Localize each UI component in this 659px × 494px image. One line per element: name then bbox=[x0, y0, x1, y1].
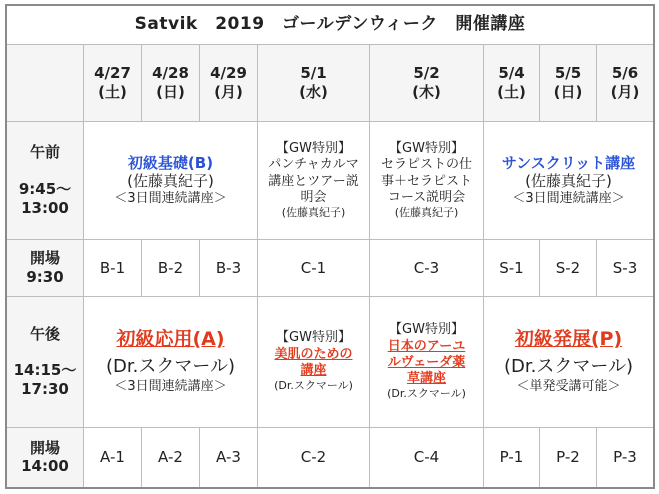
course-title: 初級基礎(B) bbox=[127, 153, 214, 172]
course-note: ＜3日間連続講座＞ bbox=[512, 191, 625, 207]
date-cell: 5/6 (月) bbox=[597, 45, 654, 121]
session-code: B-2 bbox=[142, 240, 200, 296]
corner-cell bbox=[7, 45, 84, 121]
course-teacher: (Dr.スクマール) bbox=[504, 356, 634, 378]
afternoon-time-cell: 午後 14:15〜 17:30 bbox=[7, 296, 84, 427]
course-c1-cell: 【GW特別】 パンチャカルマ 講座とツアー説 明会 (佐藤真紀子) bbox=[258, 121, 370, 240]
course-teacher: (佐藤真紀子) bbox=[127, 172, 214, 191]
afternoon-open-cell: 開場 14:00 bbox=[7, 427, 84, 487]
session-code: P-2 bbox=[540, 427, 597, 487]
course-title: サンスクリット講座 bbox=[501, 153, 636, 172]
session-code: A-3 bbox=[200, 427, 258, 487]
course-p-cell bbox=[484, 296, 654, 427]
session-code: S-2 bbox=[540, 240, 597, 296]
course-s-cell bbox=[484, 121, 654, 240]
course-teacher: (Dr.スクマール) bbox=[105, 356, 235, 378]
schedule-title: Satvik 2019 ゴールデンウィーク 開催講座 bbox=[7, 6, 654, 45]
date-cell: 5/4 (土) bbox=[484, 45, 540, 121]
course-b-cell bbox=[84, 121, 258, 240]
session-code: B-1 bbox=[84, 240, 142, 296]
session-code: C-2 bbox=[258, 427, 370, 487]
course-a-cell bbox=[84, 296, 258, 427]
date-cell: 4/29 (月) bbox=[200, 45, 258, 121]
afternoon-course-row bbox=[7, 296, 654, 427]
date-cell: 5/1 (水) bbox=[258, 45, 370, 121]
course-title: 初級発展(P) bbox=[514, 328, 623, 351]
schedule-table bbox=[6, 5, 654, 488]
morning-course-row bbox=[7, 121, 654, 240]
session-code: S-1 bbox=[484, 240, 540, 296]
date-cell: 4/27 (土) bbox=[84, 45, 142, 121]
session-code: A-2 bbox=[142, 427, 200, 487]
session-code: B-3 bbox=[200, 240, 258, 296]
course-note: ＜3日間連続講座＞ bbox=[114, 191, 227, 207]
afternoon-code-row bbox=[7, 427, 654, 487]
session-code: P-1 bbox=[484, 427, 540, 487]
course-c3-cell: 【GW特別】 セラピストの仕 事＋セラピスト コース説明会 (佐藤真紀子) bbox=[370, 121, 484, 240]
course-title: 初級応用(A) bbox=[116, 328, 225, 351]
course-note: ＜単発受講可能＞ bbox=[516, 378, 621, 394]
date-cell: 4/28 (日) bbox=[142, 45, 200, 121]
course-c2-cell: 【GW特別】 美肌のための 講座 (Dr.スクマール) bbox=[258, 296, 370, 427]
course-teacher: (佐藤真紀子) bbox=[525, 172, 612, 191]
course-c4-cell: 【GW特別】 日本のアーユ ルヴェーダ薬 草講座 (Dr.スクマール) bbox=[370, 296, 484, 427]
date-cell: 5/5 (日) bbox=[540, 45, 597, 121]
morning-code-row bbox=[7, 240, 654, 296]
session-code: C-1 bbox=[258, 240, 370, 296]
morning-open-cell: 開場 9:30 bbox=[7, 240, 84, 296]
date-cell: 5/2 (木) bbox=[370, 45, 484, 121]
morning-time-cell: 午前 9:45〜 13:00 bbox=[7, 121, 84, 240]
session-code: A-1 bbox=[84, 427, 142, 487]
date-header-row bbox=[7, 45, 654, 121]
course-note: ＜3日間連続講座＞ bbox=[114, 378, 227, 394]
session-code: P-3 bbox=[597, 427, 654, 487]
session-code: S-3 bbox=[597, 240, 654, 296]
session-code: C-4 bbox=[370, 427, 484, 487]
session-code: C-3 bbox=[370, 240, 484, 296]
